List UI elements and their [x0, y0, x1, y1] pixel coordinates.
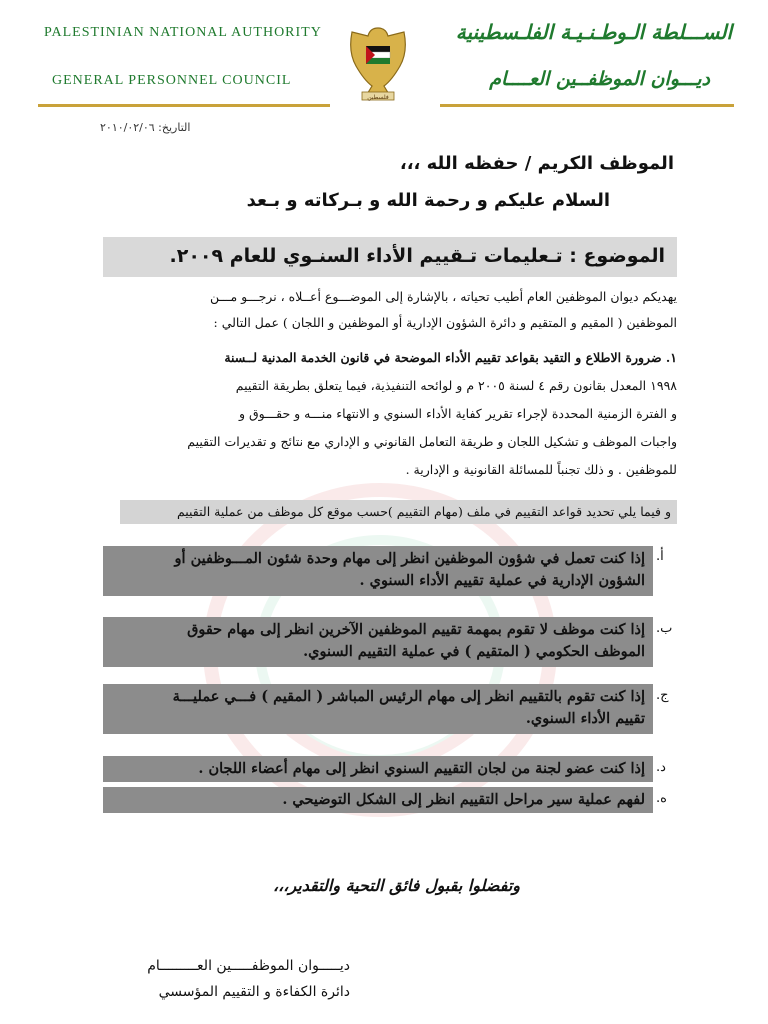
intro-paragraph	[103, 284, 677, 336]
point1-paragraph	[103, 344, 677, 484]
item-c-line: إذا كنت تقوم بالتقييم انظر إلى مهام الرئيس المباشر ( المقيم ) فـــي عمليـــة	[172, 688, 645, 705]
item-letter-d: د.	[656, 760, 666, 775]
header-rule-left	[38, 104, 330, 107]
header-en-line2: GENERAL PERSONNEL COUNCIL	[52, 73, 292, 88]
item-b-line: الموظف الحكومي ( المتقيم ) في عملية التقييم السنوي.	[303, 643, 645, 660]
signature-line1: ديـــــوان الموظفـــــين العـــــــــام	[147, 958, 350, 974]
item-letter-a: أ.	[656, 549, 664, 564]
point1-line: للموظفين . و ذلك تجنباً للمسائلة القانونية و الإدارية .	[405, 462, 677, 477]
point1-line: ١. ضرورة الاطلاع و التقيد بقواعد تقييم الأداء الموضحة في قانون الخدمة المدنية لــسنة	[224, 350, 677, 365]
header-rule-right	[440, 104, 734, 107]
intro-line2: الموظفين ( المقيم و المتقيم و دائرة الشؤون الإدارية أو الموظفين و اللجان ) عمل التالي :	[213, 315, 677, 330]
point1-line: و الفترة الزمنية المحددة لإجراء تقرير كفاية الأداء السنوي و الانتهاء منـــه و حقـــوق و	[238, 406, 677, 421]
greeting-line2: السلام عليكم و رحمة الله و بـركاته و بـعد	[246, 190, 610, 211]
item-d-line: إذا كنت عضو لجنة من لجان التقييم السنوي انظر إلى مهام أعضاء اللجان .	[198, 760, 645, 777]
palestine-eagle-emblem	[346, 22, 410, 104]
point1-line: ١٩٩٨ المعدل بقانون رقم ٤ لسنة ٢٠٠٥ م و لوائحه التنفيذية، فيما يتعلق بطريقة التقييم	[235, 378, 677, 393]
item-e-box	[103, 787, 653, 813]
header-en-line1: PALESTINIAN NATIONAL AUTHORITY	[44, 25, 322, 40]
item-letter-b: ب.	[656, 621, 673, 636]
header-ar-line2: ديـــوان الموظفــين العــــام	[489, 68, 710, 90]
header-ar-line1: الســـلطة الـوطـنـيـة الفلـسطينية	[455, 20, 732, 44]
item-b-line: إذا كنت موظف لا تقوم بمهمة تقييم الموظفين الآخرين انظر إلى مهام حقوق	[187, 621, 645, 638]
item-b-box	[103, 617, 653, 667]
item-letter-e: ه.	[656, 791, 667, 806]
point1-line: واجبات الموظف و تشكيل اللجان و طريقة التعامل القانوني و الإداري مع نتائج و تقديرات التقييم	[187, 434, 677, 449]
document-date: التاريخ: ٢٠١٠/٠٢/٠٦	[100, 121, 191, 134]
item-a-box	[103, 546, 653, 596]
item-c-line: تقييم الأداء السنوي.	[525, 710, 645, 727]
item-e-line: لفهم عملية سير مراحل التقييم انظر إلى الشكل التوضيحي .	[282, 791, 645, 808]
intro-line1: يهديكم ديوان الموظفين العام أطيب تحياته ، بالإشارة إلى الموضـــوع أعــلاه ، نرجـــو مـــن	[209, 289, 677, 304]
signature-line2: دائرة الكفاءة و التقييم المؤسسي	[158, 984, 350, 1000]
item-a-line: إذا كنت تعمل في شؤون الموظفين انظر إلى مهام وحدة شئون المـــوظفين أو	[174, 550, 645, 567]
item-c-box	[103, 684, 653, 734]
subject-box: الموضوع : تـعليمات تـقييم الأداء السنـوي للعام ٢٠٠٩.	[103, 237, 677, 277]
item-letter-c: ج.	[656, 688, 669, 703]
closing-salutation: وتفضلوا بقبول فائق التحية والتقدير،،،	[272, 876, 520, 895]
greeting-line1: الموظف الكريم / حفظه الله ،،،	[399, 153, 674, 174]
item-d-box	[103, 756, 653, 782]
item-a-line: الشؤون الإدارية في عملية تقييم الأداء السنوي .	[359, 572, 645, 589]
emblem-text: فلسطين	[367, 94, 389, 101]
rules-intro-line: و فيما يلي تحديد قواعد التقييم في ملف (مهام التقييم )حسب موقع كل موظف من عملية التقييم	[120, 500, 677, 524]
